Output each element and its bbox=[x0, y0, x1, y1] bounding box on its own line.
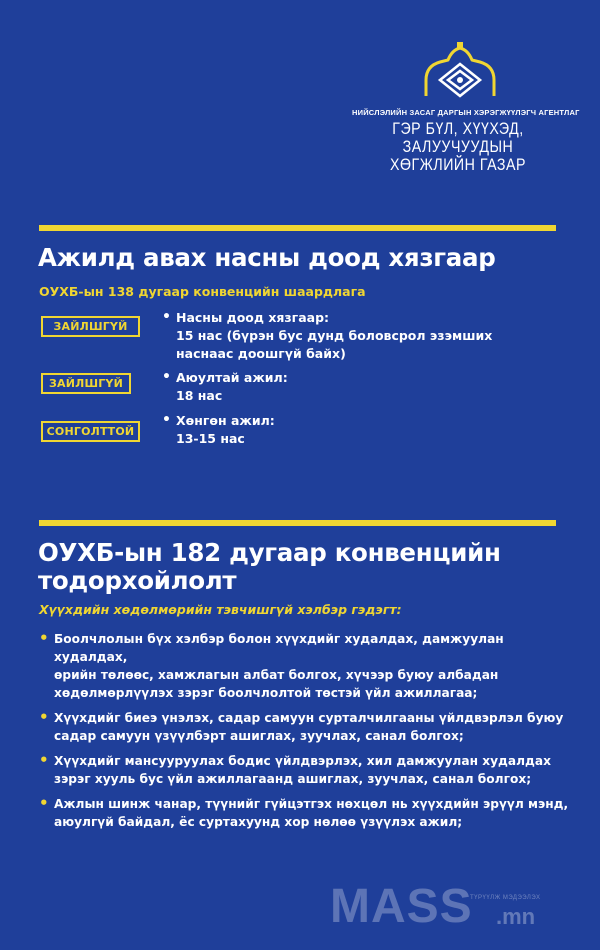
list-item bbox=[39, 630, 569, 702]
section1-title: Ажилд авах насны доод хязгаар bbox=[38, 243, 496, 272]
section2-title-line-2: тодорхойлолт bbox=[38, 566, 237, 595]
agency-name-line-2: ХӨГЖЛИЙН ГАЗАР bbox=[390, 156, 526, 174]
agency-name-line-1: ГЭР БҮЛ, ХҮҮХЭД, ЗАЛУУЧУУДЫН bbox=[392, 120, 524, 156]
row-label: Аюултай ажил: bbox=[176, 370, 288, 385]
row-text-light-work bbox=[176, 412, 275, 448]
row-value: 15 нас (бүрэн бус дунд боловсрол эзэмших bbox=[176, 328, 493, 343]
row-text-hazardous bbox=[176, 369, 288, 405]
definition-list bbox=[39, 630, 569, 838]
list-item-text: Ажлын шинж чанар, түүнийг гүйцэтгэх нөхцөл нь хүүхдийн эрүүл мэнд, аюулгүй байдал, ёс суртахуунд хор нөлөө үзүүлэх ажил; bbox=[54, 797, 569, 829]
row-text-min-age bbox=[176, 309, 492, 363]
list-item bbox=[39, 752, 569, 788]
agency-name bbox=[357, 120, 560, 174]
list-item bbox=[39, 795, 569, 831]
agency-subtitle: НИЙСЛЭЛИЙН ЗАСАГ ДАРГЫН ХЭРЭГЖҮҮЛЭГЧ АГЕНТЛАГ bbox=[352, 108, 580, 117]
bullet-point: • bbox=[39, 751, 49, 769]
watermark-tagline: ТҮРҮҮЛЖ МЭДЭЭЛЭХ bbox=[470, 895, 541, 901]
bullet-point: • bbox=[39, 794, 49, 812]
tag-badge-mandatory: ЗАЙЛШГҮЙ bbox=[41, 373, 131, 394]
divider-rule-top bbox=[39, 225, 556, 231]
tag-badge-optional: СОНГОЛТТОЙ bbox=[41, 421, 140, 442]
section1-subtitle: ОУХБ-ын 138 дугаар конвенцийн шаардлага bbox=[39, 284, 366, 299]
bullet-point: • bbox=[162, 369, 171, 385]
list-item bbox=[39, 709, 569, 745]
watermark-domain: .mn bbox=[496, 904, 536, 929]
tag-badge-mandatory: ЗАЙЛШГҮЙ bbox=[41, 316, 140, 337]
row-value: 13-15 нас bbox=[176, 431, 245, 446]
list-item-text: Боолчлолын бүх хэлбэр болон хүүхдийг худалдах, дамжуулан худалдах, өрийн төлөөс, хамжлагын албат болгох, хүчээр буюу албадан хөдөлмөрлүүлэх зэрэг боолчлолтой төстэй үйл ажиллагаа; bbox=[54, 632, 504, 700]
bullet-point: • bbox=[162, 309, 171, 325]
section2-subtitle: Хүүхдийн хөдөлмөрийн тэвчишгүй хэлбэр гэдэгт: bbox=[39, 602, 402, 617]
list-item-text: Хүүхдийг биеэ үнэлэх, садар самуун сурталчилгааны үйлдвэрлэл буюу садар самуун үзүүлбэрт ашиглах, зуучлах, санал болгох; bbox=[54, 711, 564, 743]
bullet-point: • bbox=[39, 708, 49, 726]
divider-rule-middle bbox=[39, 520, 556, 526]
row-label: Насны доод хязгаар: bbox=[176, 310, 330, 325]
watermark-brand: MASS bbox=[330, 880, 473, 933]
row-value: 18 нас bbox=[176, 388, 223, 403]
list-item-text: Хүүхдийг мансууруулах бодис үйлдвэрлэх, хил дамжуулан худалдах зэрэг хууль бус үйл ажиллагаанд ашиглах, зуучлах, санал болгох; bbox=[54, 754, 551, 786]
row-label: Хөнгөн ажил: bbox=[176, 413, 275, 428]
soyombo-emblem-icon bbox=[418, 40, 502, 100]
bullet-point: • bbox=[39, 629, 49, 647]
section2-title-line-1: ОУХБ-ын 182 дугаар конвенцийн bbox=[38, 538, 501, 567]
bullet-point: • bbox=[162, 412, 171, 428]
row-value-cont: наснаас доошгүй байх) bbox=[176, 346, 346, 361]
